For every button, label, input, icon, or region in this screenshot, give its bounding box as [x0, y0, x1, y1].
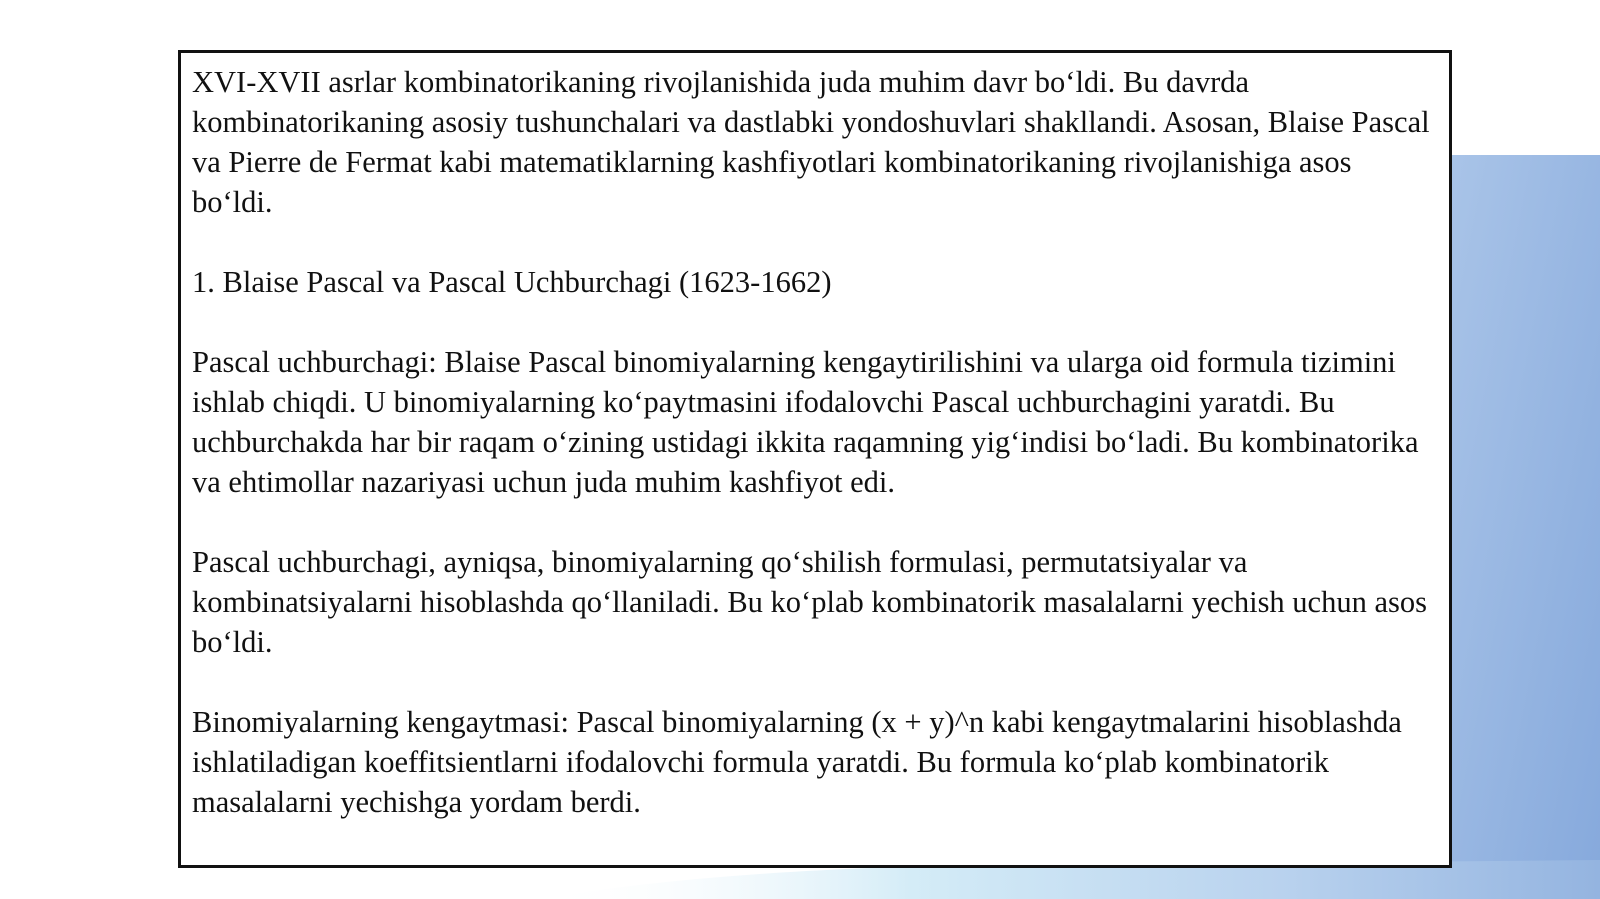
right-accent-band: [1450, 155, 1600, 899]
text-box: [178, 50, 1452, 868]
binomial-expansion-paragraph: Binomiyalarning kengaytmasi: Pascal binomiyalarning (x + y)^n kabi kengaytmalarini hisoblashda ishlatiladigan koeffitsientlarni ifodalovchi formula yaratdi. Bu formula ko‘plab kombinatorik masalalarni yechishga yordam berdi.: [192, 705, 1402, 819]
pascal-usage-paragraph: Pascal uchburchagi, ayniqsa, binomiyalarning qo‘shilish formulasi, permutatsiyalar va kombinatsiyalarni hisoblashda qo‘llaniladi. Bu ko‘plab kombinatorik masalalarni yechish uchun asos bo‘ldi.: [192, 545, 1427, 659]
pascal-triangle-paragraph: Pascal uchburchagi: Blaise Pascal binomiyalarning kengaytirilishini va ularga oid formula tizimini ishlab chiqdi. U binomiyalarning ko‘paytmasini ifodalovchi Pascal uchburchagini yaratdi. Bu uchburchakda har bir raqam o‘zining ustidagi ikkita raqamning yig‘indisi bo‘ladi. Bu kombinatorika va ehtimollar nazariyasi uchun juda muhim kashfiyot edi.: [192, 345, 1419, 499]
intro-paragraph: XVI-XVII asrlar kombinatorikaning rivojlanishida juda muhim davr bo‘ldi. Bu davrda kombinatorikaning asosiy tushunchalari va dastlabki yondoshuvlari shakllandi. Asosan, Blaise Pascal va Pierre de Fermat kabi matematiklarning kashfiyotlari kombinatorikaning rivojlanishiga asos bo‘ldi.: [192, 65, 1430, 219]
section-heading: 1. Blaise Pascal va Pascal Uchburchagi (1623-1662): [192, 265, 832, 299]
